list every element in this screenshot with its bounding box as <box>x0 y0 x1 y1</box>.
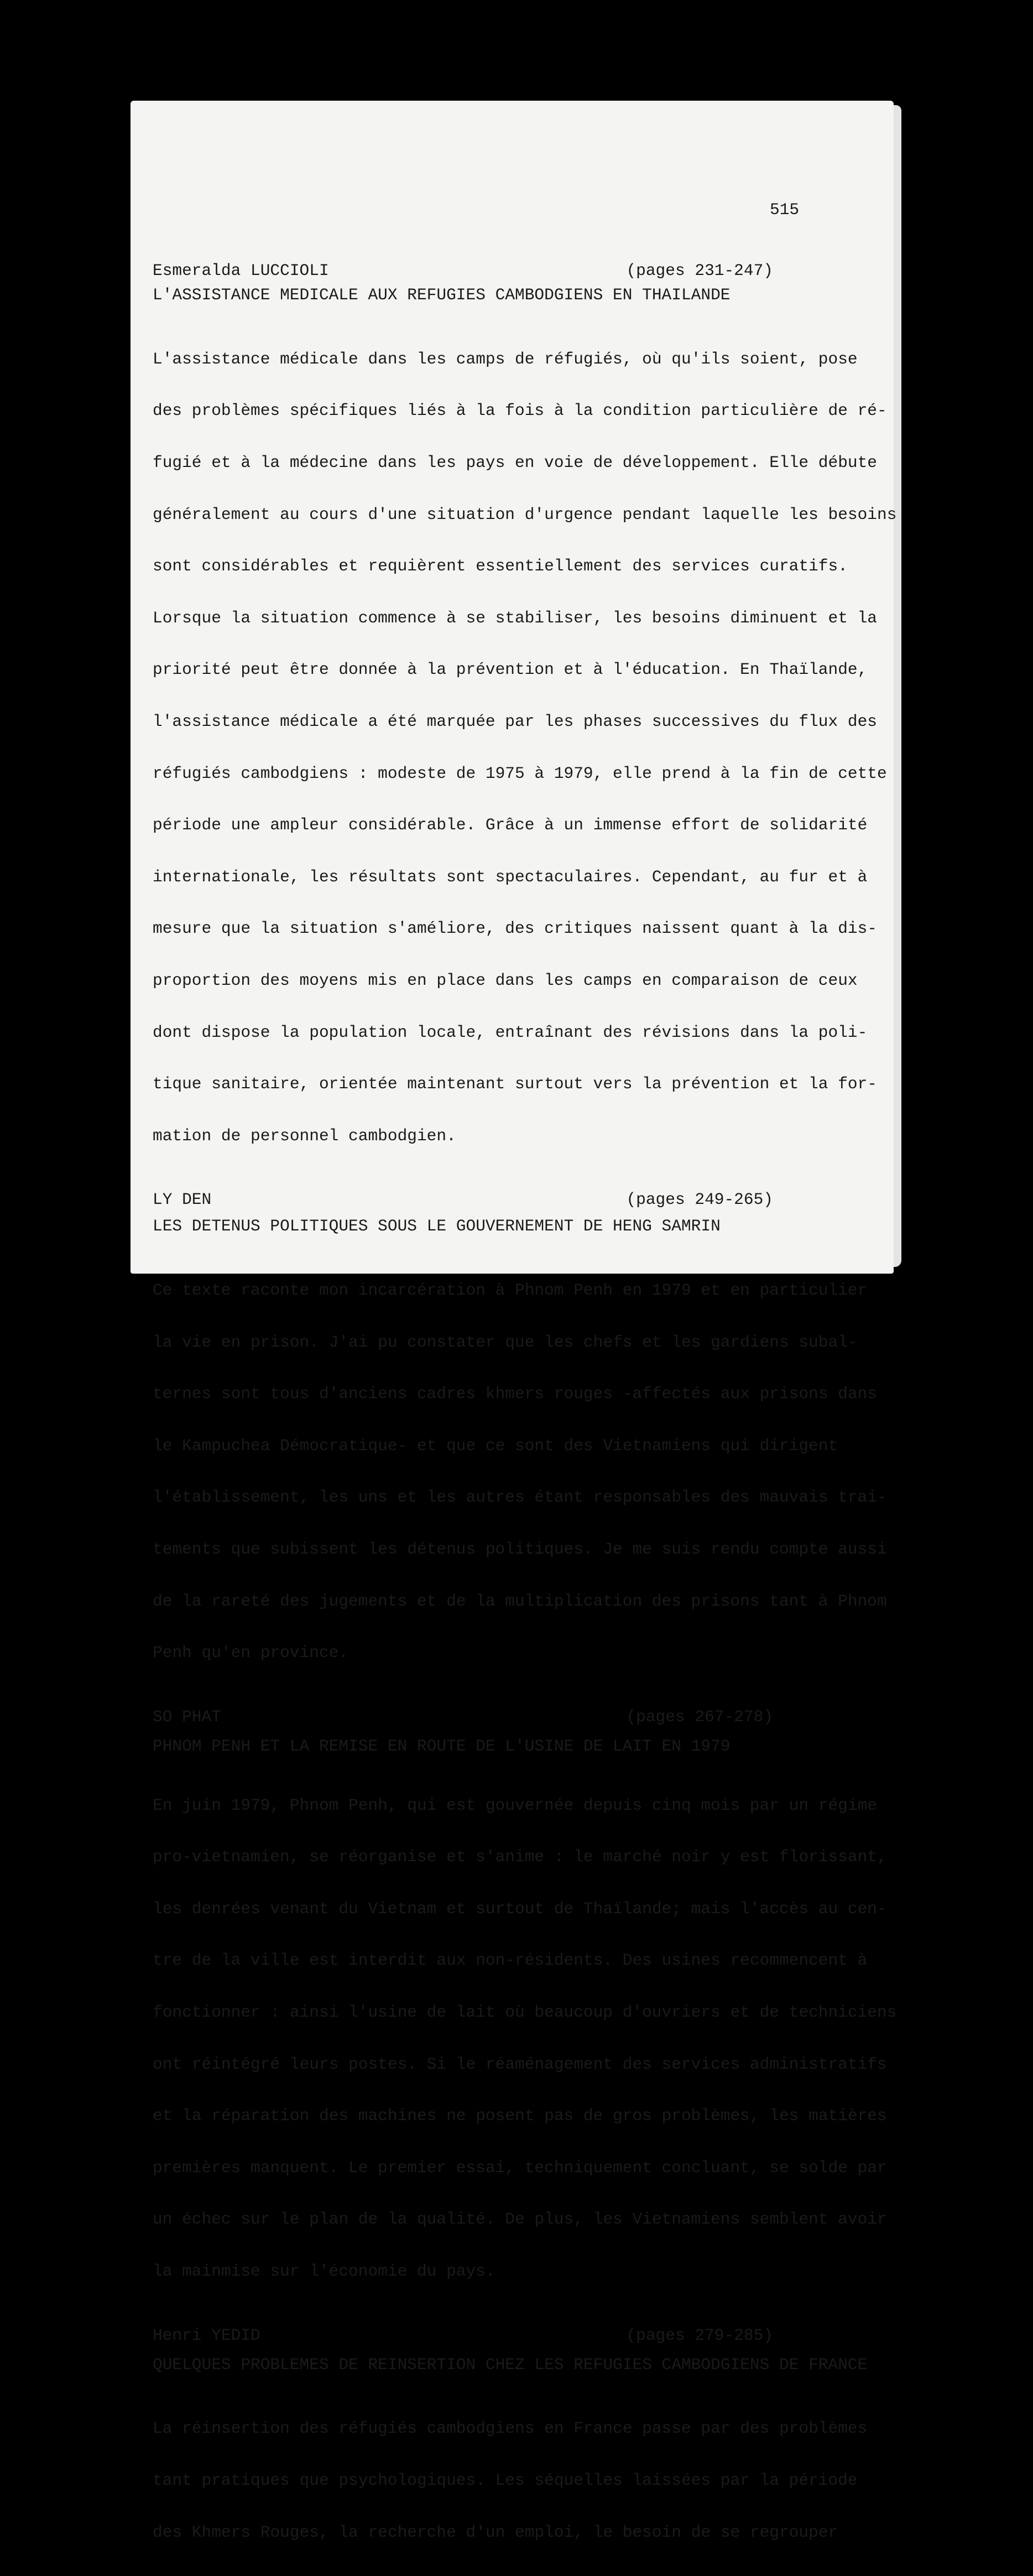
page-number: 515 <box>770 200 800 219</box>
section-author: LY DEN <box>153 1190 212 1209</box>
body-line: sont considérables et requièrent essentiellement des services curatifs. <box>153 557 848 576</box>
body-line: L'assistance médicale dans les camps de réfugiés, où qu'ils soient, pose <box>153 349 858 368</box>
section-header <box>153 1191 838 1208</box>
body-line: fugié et à la médecine dans les pays en voie de développement. Elle débute <box>153 453 878 472</box>
section-pages: (pages 267-278) <box>626 1707 773 1726</box>
body-line: et la réparation des machines ne posent pas de gros problèmes, les matières <box>153 2106 887 2126</box>
section-author: Esmeralda LUCCIOLI <box>153 261 329 280</box>
body-line: réfugiés cambodgiens : modeste de 1975 à 1979, elle prend à la fin de cette <box>153 764 887 783</box>
section-title: L'ASSISTANCE MEDICALE AUX REFUGIES CAMBODGIENS EN THAILANDE <box>153 285 731 305</box>
body-line: la mainmise sur l'économie du pays. <box>153 2261 495 2281</box>
section-header <box>153 1708 838 1726</box>
body-line: dont dispose la population locale, entraînant des révisions dans la poli- <box>153 1022 868 1042</box>
section-body <box>153 1762 897 2314</box>
section-title: LES DETENUS POLITIQUES SOUS LE GOUVERNEMENT DE HENG SAMRIN <box>153 1217 721 1236</box>
section-pages: (pages 231-247) <box>626 261 773 280</box>
body-line: fonctionner : ainsi l'usine de lait où beaucoup d'ouvriers et de techniciens <box>153 2002 897 2022</box>
body-line: tre de la ville est interdit aux non-résidents. Des usines recommencent à <box>153 1951 868 1970</box>
body-line: l'assistance médicale a été marquée par les phases successives du flux des <box>153 711 878 731</box>
body-line: ont réintégré leurs postes. Si le réaménagement des services administratifs <box>153 2054 887 2074</box>
body-line: des Khmers Rouges, la recherche d'un emploi, le besoin de se regrouper <box>153 2522 838 2542</box>
section-header <box>153 2327 838 2344</box>
body-line: premières manquent. Le premier essai, techniquement concluant, se solde par <box>153 2158 887 2177</box>
body-line: ternes sont tous d'anciens cadres khmers rouges -affectés aux prisons dans <box>153 1384 878 1404</box>
body-line: l'établissement, les uns et les autres étant responsables des mauvais trai- <box>153 1488 887 1507</box>
section-author: Henri YEDID <box>153 2325 260 2345</box>
body-line: la vie en prison. J'ai pu constater que les chefs et les gardiens subal- <box>153 1332 858 1352</box>
section-body <box>153 2386 868 2575</box>
body-line: période une ampleur considérable. Grâce à un immense effort de solidarité <box>153 816 868 835</box>
body-line: En juin 1979, Phnom Penh, qui est gouvernée depuis cinq mois par un régime <box>153 1795 878 1815</box>
body-line: priorité peut être donnée à la prévention et à l'éducation. En Thaïlande, <box>153 660 868 679</box>
body-line: La réinsertion des réfugiés cambodgiens en France passe par des problèmes <box>153 2419 868 2438</box>
body-line: le Kampuchea Démocratique- et que ce sont des Vietnamiens qui dirigent <box>153 1436 838 1455</box>
section-header <box>153 262 838 279</box>
body-line: internationale, les résultats sont spectaculaires. Cependant, au fur et à <box>153 867 868 886</box>
body-line: un échec sur le plan de la qualité. De plus, les Vietnamiens semblent avoir <box>153 2210 887 2229</box>
section-body <box>153 1248 887 1696</box>
body-line: tique sanitaire, orientée maintenant surtout vers la prévention et la for- <box>153 1074 878 1094</box>
body-line: tements que subissent les détenus politiques. Je me suis rendu compte aussi <box>153 1540 887 1559</box>
section-pages: (pages 279-285) <box>626 2325 773 2345</box>
section-body <box>153 316 897 1179</box>
document-page <box>131 101 897 2542</box>
body-line: mation de personnel cambodgien. <box>153 1126 456 1145</box>
body-line: tant pratiques que psychologiques. Les séquelles laissées par la période <box>153 2470 858 2490</box>
section-author: SO PHAT <box>153 1707 221 1726</box>
body-line: de la rareté des jugements et de la multiplication des prisons tant à Phnom <box>153 1591 887 1611</box>
section-pages: (pages 249-265) <box>626 1190 773 1209</box>
section-title: QUELQUES PROBLEMES DE REINSERTION CHEZ LES REFUGIES CAMBODGIENS DE FRANCE <box>153 2355 868 2374</box>
body-line: proportion des moyens mis en place dans les camps en comparaison de ceux <box>153 970 858 990</box>
text-block <box>153 199 897 2575</box>
body-line: Lorsque la situation commence à se stabiliser, les besoins diminuent et la <box>153 608 878 627</box>
body-line: Ce texte raconte mon incarcération à Phnom Penh en 1979 et en particulier <box>153 1281 868 1300</box>
body-line: pro-vietnamien, se réorganise et s'anime : le marché noir y est florissant, <box>153 1847 887 1867</box>
body-line: mesure que la situation s'améliore, des critiques naissent quant à la dis- <box>153 919 878 938</box>
section-title: PHNOM PENH ET LA REMISE EN ROUTE DE L'USINE DE LAIT EN 1979 <box>153 1737 731 1756</box>
body-line: généralement au cours d'une situation d'urgence pendant laquelle les besoins <box>153 505 897 524</box>
body-line: Penh qu'en province. <box>153 1643 349 1663</box>
body-line: des problèmes spécifiques liés à la fois à la condition particulière de ré- <box>153 401 887 420</box>
body-line: les denrées venant du Vietnam et surtout de Thaïlande; mais l'accès au cen- <box>153 1899 887 1918</box>
